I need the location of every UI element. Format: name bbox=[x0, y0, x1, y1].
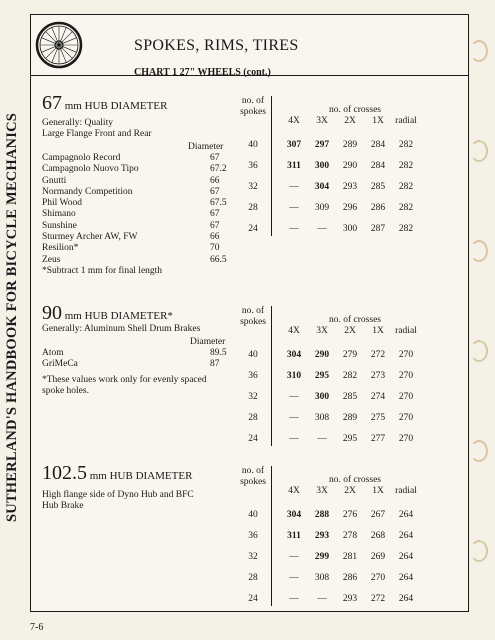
binder-ring bbox=[470, 140, 488, 162]
table-row bbox=[237, 203, 417, 215]
heading-text: mm HUB DIAMETER bbox=[62, 100, 168, 112]
hub-diameter: 67 bbox=[210, 186, 220, 197]
book-title: SUTHERLAND'S HANDBOOK FOR BICYCLE MECHANICS bbox=[3, 112, 20, 522]
spoke-length-cell: 311 bbox=[287, 531, 301, 541]
spoke-length-cell: 293 bbox=[342, 594, 358, 604]
section-heading bbox=[42, 462, 192, 485]
column-header: 4X bbox=[288, 486, 300, 496]
section-heading bbox=[42, 302, 173, 325]
hub-section bbox=[42, 302, 462, 452]
table-row bbox=[237, 573, 417, 585]
spoke-length-cell: — bbox=[289, 203, 299, 213]
section-description: Generally: Aluminum Shell Drum Brakes bbox=[42, 324, 201, 334]
section-description: Hub Brake bbox=[42, 501, 84, 511]
hub-diameter: 87 bbox=[210, 359, 220, 370]
spoke-count: 28 bbox=[248, 203, 258, 213]
table-row bbox=[237, 413, 417, 425]
column-header: 3X bbox=[316, 486, 328, 496]
spoke-length-cell: 293 bbox=[314, 531, 330, 541]
spoke-length-cell: 289 bbox=[342, 413, 358, 423]
spoke-length-cell: 278 bbox=[342, 531, 358, 541]
column-header: 1X bbox=[372, 326, 384, 336]
spoke-length-cell: — bbox=[289, 224, 299, 234]
hub-name: Shimano bbox=[42, 209, 76, 220]
spoke-length-cell: — bbox=[289, 552, 299, 562]
spoke-count: 24 bbox=[248, 224, 258, 234]
spoke-length-cell: 273 bbox=[370, 371, 386, 381]
spoke-length-cell: 300 bbox=[314, 161, 330, 171]
spoke-length-cell: — bbox=[289, 573, 299, 583]
spoke-count: 40 bbox=[248, 350, 258, 360]
spoke-length-cell: 279 bbox=[342, 350, 358, 360]
spoke-length-cell: 270 bbox=[370, 573, 386, 583]
hub-diameter: 89.5 bbox=[210, 348, 227, 358]
section-description: Large Flange Front and Rear bbox=[42, 129, 152, 139]
spoke-length-cell: 307 bbox=[286, 140, 302, 150]
binder-ring bbox=[470, 40, 488, 62]
spoke-length-cell: 269 bbox=[370, 552, 386, 562]
spoke-length-cell: 274 bbox=[370, 392, 386, 402]
spoke-length-table bbox=[237, 96, 437, 236]
spoke-length-cell: 282 bbox=[398, 224, 414, 234]
hub-diameter: 67.2 bbox=[210, 164, 227, 175]
spoke-length-cell: 299 bbox=[314, 552, 330, 562]
spoke-length-cell: 264 bbox=[398, 573, 414, 583]
diameter-header: Diameter bbox=[190, 337, 226, 347]
spokes-header-line1: no. of bbox=[241, 466, 265, 476]
spokes-header-line2: spokes bbox=[240, 106, 266, 117]
column-header: 2X bbox=[344, 486, 356, 496]
hub-diameter: 70 bbox=[210, 243, 220, 254]
hub-diameter: 67 bbox=[210, 153, 220, 163]
section-description: Generally: Quality bbox=[42, 118, 113, 128]
hub-name: GriMeCa bbox=[42, 359, 78, 370]
spoke-length-cell: 311 bbox=[287, 161, 301, 171]
table-row bbox=[237, 182, 417, 194]
header-title: SPOKES, RIMS, TIRES bbox=[134, 37, 299, 54]
spoke-length-cell: 287 bbox=[370, 224, 386, 234]
spoke-length-cell: 297 bbox=[314, 140, 330, 150]
spoke-length-cell: — bbox=[317, 224, 327, 234]
footnote: *Subtract 1 mm for final length bbox=[42, 266, 163, 276]
spoke-length-cell: 288 bbox=[314, 510, 330, 520]
table-row bbox=[237, 531, 417, 543]
chart-title: CHART 1 27" WHEELS (cont.) bbox=[134, 67, 271, 78]
column-header: 4X bbox=[288, 116, 300, 126]
spoke-length-cell: 300 bbox=[314, 392, 330, 402]
spoke-length-cell: 284 bbox=[370, 140, 386, 150]
spoke-count: 36 bbox=[248, 371, 258, 381]
spoke-count: 36 bbox=[248, 161, 258, 171]
hub-name: Sunshine bbox=[42, 220, 77, 231]
spoke-length-cell: 310 bbox=[286, 371, 302, 381]
page-number: 7-6 bbox=[30, 622, 44, 633]
crosses-header: no. of crosses bbox=[329, 105, 381, 115]
heading-number: 90 bbox=[42, 302, 62, 324]
heading-number: 67 bbox=[42, 92, 62, 114]
hub-diameter: 67 bbox=[210, 220, 220, 231]
spokes-header-line2: spokes bbox=[240, 316, 266, 327]
spoke-count: 28 bbox=[248, 413, 258, 423]
spoke-count: 40 bbox=[248, 140, 258, 150]
spoke-length-cell: 290 bbox=[314, 350, 330, 360]
table-row bbox=[237, 161, 417, 173]
spoke-length-cell: 284 bbox=[370, 161, 386, 171]
section-description: High flange side of Dyno Hub and BFC bbox=[42, 490, 194, 500]
binder-ring bbox=[470, 240, 488, 262]
diameter-header: Diameter bbox=[188, 142, 224, 152]
spoke-length-cell: 270 bbox=[398, 434, 414, 444]
spoke-length-cell: 277 bbox=[370, 434, 386, 444]
spoke-length-cell: 289 bbox=[342, 140, 358, 150]
spoke-count: 24 bbox=[248, 594, 258, 604]
spoke-length-cell: 270 bbox=[398, 371, 414, 381]
binder-ring bbox=[470, 540, 488, 562]
section-heading bbox=[42, 92, 167, 115]
table-row bbox=[237, 350, 417, 362]
spoke-length-cell: 276 bbox=[342, 510, 358, 520]
spoke-length-cell: 282 bbox=[398, 161, 414, 171]
spoke-length-cell: 275 bbox=[370, 413, 386, 423]
crosses-header: no. of crosses bbox=[329, 315, 381, 325]
table-row bbox=[237, 392, 417, 404]
column-header: radial bbox=[395, 486, 417, 496]
hub-name: Zeus bbox=[42, 254, 61, 265]
spoke-length-cell: — bbox=[289, 392, 299, 402]
column-header: 3X bbox=[316, 116, 328, 126]
spoke-length-cell: 300 bbox=[342, 224, 358, 234]
hub-name: Gnutti bbox=[42, 175, 67, 186]
spoke-count: 24 bbox=[248, 434, 258, 444]
spoke-length-cell: 282 bbox=[398, 140, 414, 150]
binder-ring bbox=[470, 440, 488, 462]
spoke-length-cell: — bbox=[289, 413, 299, 423]
spoke-length-cell: 270 bbox=[398, 350, 414, 360]
spoke-length-cell: 295 bbox=[342, 434, 358, 444]
column-header: 2X bbox=[344, 116, 356, 126]
spoke-length-cell: 282 bbox=[398, 203, 414, 213]
spoke-length-cell: — bbox=[289, 594, 299, 604]
column-header: radial bbox=[395, 116, 417, 126]
table-row bbox=[237, 371, 417, 383]
spoke-length-cell: 308 bbox=[314, 413, 330, 423]
spoke-length-table bbox=[237, 306, 437, 446]
header-divider bbox=[31, 75, 468, 76]
column-header: 2X bbox=[344, 326, 356, 336]
hub-name: Phil Wood bbox=[42, 198, 82, 209]
hub-name: Resilion* bbox=[42, 243, 79, 254]
table-row bbox=[237, 434, 417, 446]
spokes-header-line1: no. of bbox=[241, 306, 265, 316]
table-row bbox=[237, 594, 417, 606]
spoke-length-cell: 282 bbox=[342, 371, 358, 381]
spoke-count: 28 bbox=[248, 573, 258, 583]
hub-name: Campagnolo Record bbox=[42, 153, 121, 163]
hub-diameter: 66 bbox=[210, 232, 220, 243]
spoke-length-cell: 272 bbox=[370, 594, 386, 604]
spoke-length-cell: 304 bbox=[314, 182, 330, 192]
heading-text: mm HUB DIAMETER* bbox=[62, 310, 173, 322]
table-row bbox=[237, 224, 417, 236]
spoke-length-cell: 282 bbox=[398, 182, 414, 192]
footnote: spoke holes. bbox=[42, 385, 89, 396]
column-header: 4X bbox=[288, 326, 300, 336]
spoke-length-cell: 270 bbox=[398, 413, 414, 423]
spoke-length-cell: 293 bbox=[342, 182, 358, 192]
spokes-header bbox=[237, 96, 269, 117]
hub-name: Sturmey Archer AW, FW bbox=[42, 232, 138, 243]
column-header: 1X bbox=[372, 116, 384, 126]
spoke-count: 40 bbox=[248, 510, 258, 520]
hub-name: Normandy Competition bbox=[42, 186, 133, 197]
spokes-header-line2: spokes bbox=[240, 476, 266, 487]
spokes-header-line1: no. of bbox=[241, 96, 265, 106]
spoke-length-cell: — bbox=[317, 594, 327, 604]
spokes-header bbox=[237, 466, 269, 487]
table-row bbox=[237, 552, 417, 564]
spokes-header bbox=[237, 306, 269, 327]
hub-section bbox=[42, 462, 462, 612]
spoke-length-cell: 286 bbox=[342, 573, 358, 583]
column-header: 3X bbox=[316, 326, 328, 336]
spoke-length-cell: 296 bbox=[342, 203, 358, 213]
hub-row bbox=[42, 255, 282, 266]
spoke-length-cell: 281 bbox=[342, 552, 358, 562]
column-header: 1X bbox=[372, 486, 384, 496]
heading-text: mm HUB DIAMETER bbox=[87, 470, 193, 482]
hub-name: Campagnolo Nuovo Tipo bbox=[42, 164, 139, 175]
spoke-length-table bbox=[237, 466, 437, 606]
spoke-length-cell: 267 bbox=[370, 510, 386, 520]
hub-section bbox=[42, 92, 462, 276]
spoke-length-cell: 304 bbox=[286, 350, 302, 360]
spoke-count: 32 bbox=[248, 182, 258, 192]
heading-number: 102.5 bbox=[42, 462, 87, 484]
hub-diameter: 67 bbox=[210, 209, 220, 220]
hub-diameter: 66.5 bbox=[210, 254, 227, 265]
spoke-length-cell: 285 bbox=[342, 392, 358, 402]
spoke-length-cell: 285 bbox=[370, 182, 386, 192]
spoke-length-cell: 308 bbox=[314, 573, 330, 583]
spoke-length-cell: — bbox=[289, 182, 299, 192]
spoke-count: 36 bbox=[248, 531, 258, 541]
spoke-length-cell: 264 bbox=[398, 531, 414, 541]
spoke-length-cell: 295 bbox=[314, 371, 330, 381]
book-spine-title bbox=[2, 92, 22, 542]
spoke-length-cell: 270 bbox=[398, 392, 414, 402]
spoke-length-cell: — bbox=[317, 434, 327, 444]
hub-row bbox=[42, 243, 282, 254]
spoke-length-cell: 286 bbox=[370, 203, 386, 213]
spoke-length-cell: 264 bbox=[398, 552, 414, 562]
hub-diameter: 67.5 bbox=[210, 198, 227, 209]
hub-diameter: 66 bbox=[210, 175, 220, 186]
table-row bbox=[237, 510, 417, 522]
hub-name: Atom bbox=[42, 348, 64, 358]
binder-ring bbox=[470, 340, 488, 362]
spoke-length-cell: 304 bbox=[286, 510, 302, 520]
spoke-length-cell: 268 bbox=[370, 531, 386, 541]
spoke-length-cell: 264 bbox=[398, 510, 414, 520]
spoke-length-cell: — bbox=[289, 434, 299, 444]
spoke-length-cell: 309 bbox=[314, 203, 330, 213]
spoke-count: 32 bbox=[248, 392, 258, 402]
spoke-length-cell: 264 bbox=[398, 594, 414, 604]
spoke-count: 32 bbox=[248, 552, 258, 562]
table-row bbox=[237, 140, 417, 152]
column-header: radial bbox=[395, 326, 417, 336]
spoke-length-cell: 290 bbox=[342, 161, 358, 171]
footnote: *These values work only for evenly spaced bbox=[42, 374, 207, 385]
spoke-length-cell: 272 bbox=[370, 350, 386, 360]
wheel-logo-icon bbox=[35, 21, 83, 69]
crosses-header: no. of crosses bbox=[329, 475, 381, 485]
